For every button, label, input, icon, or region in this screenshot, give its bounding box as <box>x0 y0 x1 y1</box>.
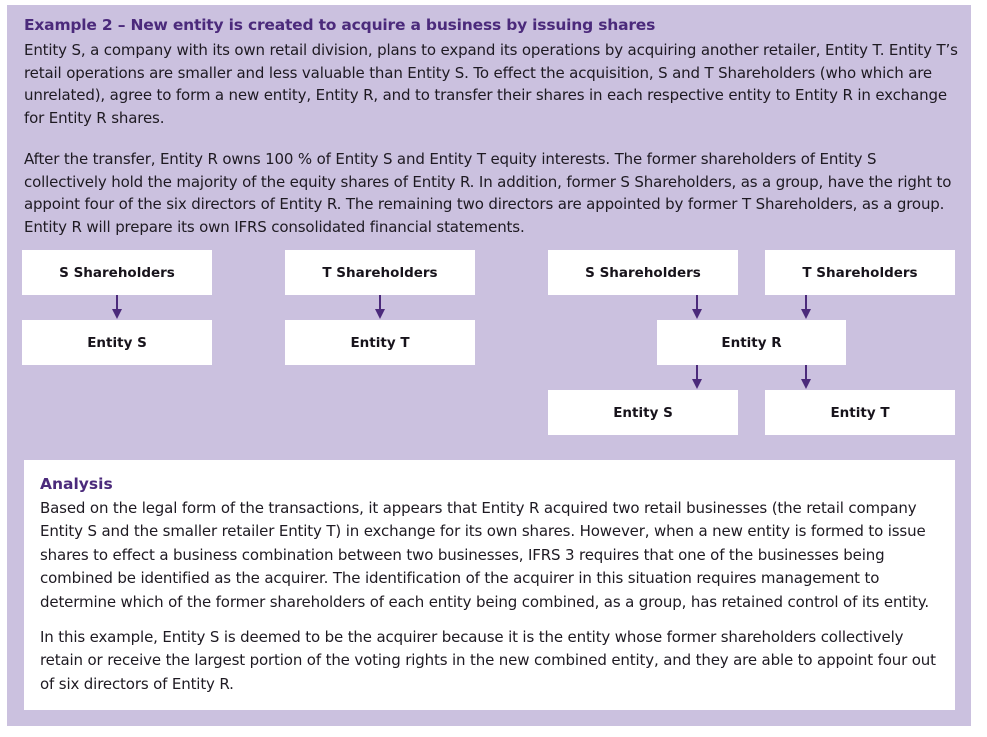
analysis-title: Analysis <box>40 475 113 493</box>
arrow-down-icon <box>374 295 386 319</box>
example-title: Example 2 – New entity is created to acquire a business by issuing shares <box>24 16 656 34</box>
before-t-shareholders-box: T Shareholders <box>285 250 475 295</box>
after-entity-s-box: Entity S <box>548 390 738 435</box>
after-s-shareholders-box: S Shareholders <box>548 250 738 295</box>
before-entity-t-box: Entity T <box>285 320 475 365</box>
analysis-box <box>24 460 955 710</box>
after-t-shareholders-box: T Shareholders <box>765 250 955 295</box>
arrow-down-icon <box>691 295 703 319</box>
arrow-down-icon <box>800 295 812 319</box>
after-entity-r-box: Entity R <box>657 320 846 365</box>
arrow-down-icon <box>800 365 812 389</box>
example-paragraph-1: Entity S, a company with its own retail division, plans to expand its operations by acquiring another retailer, Entity T. Entity T’s retail operations are smaller and less valuable than Entity S. To effect the acquisition, S and T Shareholders (who which are unrelated), agree to form a new entity, Entity R, and to transfer their shares in each respective entity to Entity R in exchange for Entity R shares. <box>24 41 958 127</box>
example-paragraph-2: After the transfer, Entity R owns 100 % of Entity S and Entity T equity interests. The former shareholders of Entity S collectively hold the majority of the equity shares of Entity R. In addition, former S Shareholders, as a group, have the right to appoint four of the six directors of Entity R. The remaining two directors are appointed by former T Shareholders, as a group. Entity R will prepare its own IFRS consolidated financial statements. <box>24 150 952 236</box>
arrow-down-icon <box>691 365 703 389</box>
arrow-down-icon <box>111 295 123 319</box>
before-s-shareholders-box: S Shareholders <box>22 250 212 295</box>
analysis-paragraph-2: In this example, Entity S is deemed to be the acquirer because it is the entity whose former shareholders collectively retain or receive the largest portion of the voting rights in the new combined entity, and they are able to appoint four out of six directors of Entity R. <box>40 628 936 693</box>
analysis-paragraph-1: Based on the legal form of the transactions, it appears that Entity R acquired two retail businesses (the retail company Entity S and the smaller retailer Entity T) in exchange for its own shares. However, when a new entity is formed to issue shares to effect a business combination between two businesses, IFRS 3 requires that one of the businesses being combined be identified as the acquirer. The identification of the acquirer in this situation requires management to determine which of the former shareholders of each entity being combined, as a group, has retained control of its entity. <box>40 499 929 611</box>
after-entity-t-box: Entity T <box>765 390 955 435</box>
before-entity-s-box: Entity S <box>22 320 212 365</box>
